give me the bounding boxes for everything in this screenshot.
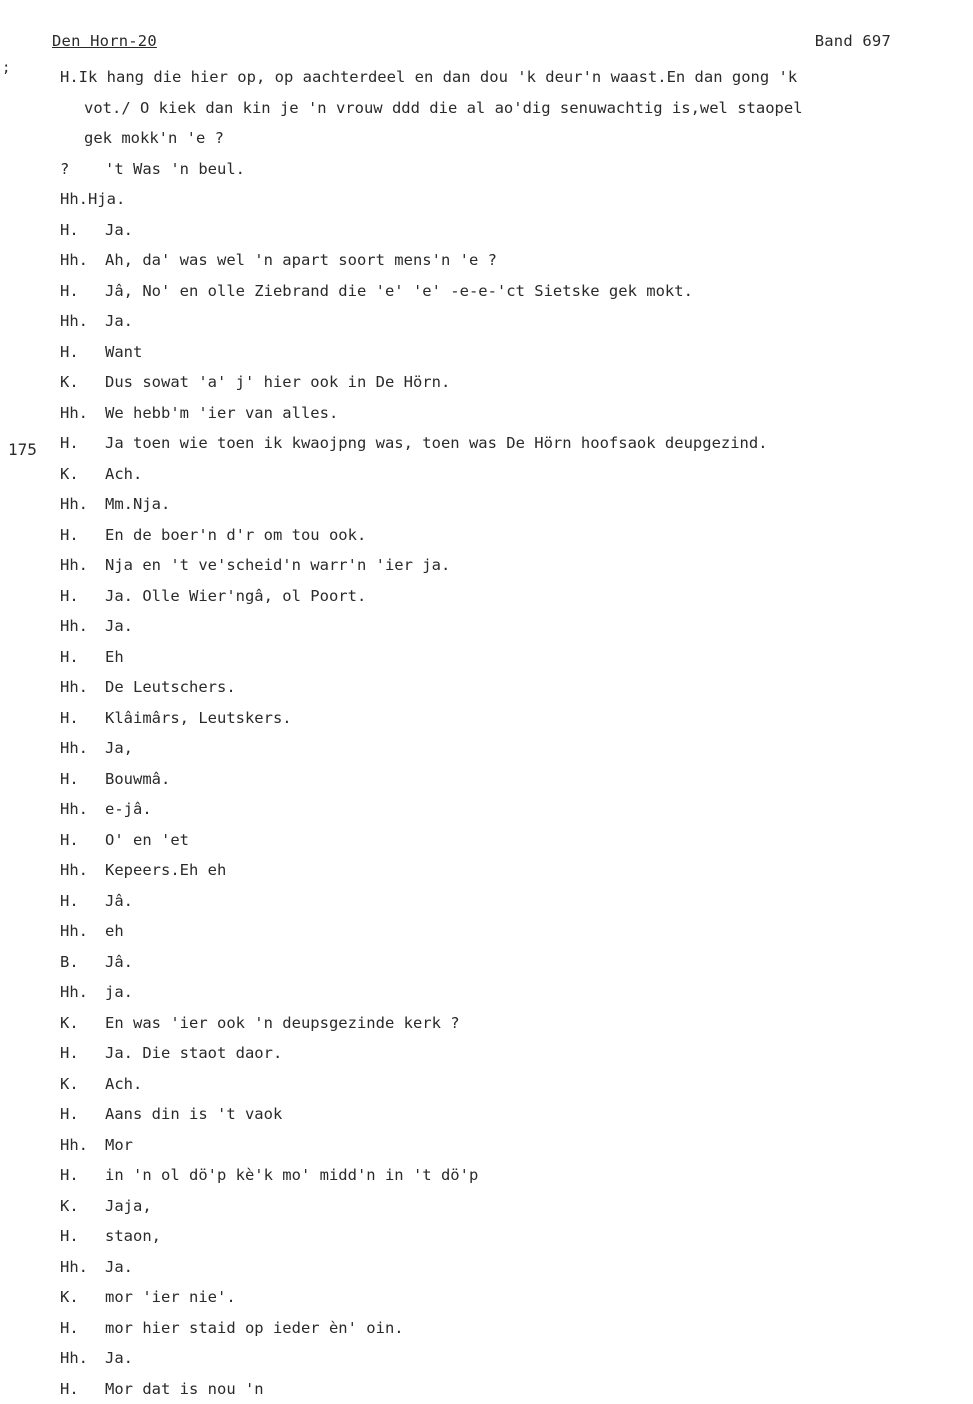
transcript-line bbox=[60, 947, 920, 978]
speaker-label: H. bbox=[60, 1038, 105, 1069]
speaker-label: H. bbox=[60, 1160, 105, 1191]
speaker-label: Hh. bbox=[60, 672, 105, 703]
transcript-line bbox=[60, 672, 920, 703]
utterance-text: O' en 'et bbox=[105, 831, 189, 849]
speaker-label: Hh. bbox=[60, 611, 105, 642]
speaker-label: H. bbox=[60, 1313, 105, 1344]
speaker-label: K. bbox=[60, 1191, 105, 1222]
transcript-line bbox=[60, 611, 920, 642]
utterance-text: Ja. bbox=[105, 1349, 133, 1367]
utterance-text: Ach. bbox=[105, 1075, 142, 1093]
transcript-line bbox=[60, 764, 920, 795]
transcript-line bbox=[60, 245, 920, 276]
utterance-text: H.Ik hang die hier op, op aachterdeel en dan dou 'k deur'n waast.En dan gong 'k bbox=[60, 68, 797, 86]
transcript-line bbox=[60, 1313, 920, 1344]
utterance-text: vot./ O kiek dan kin je 'n vrouw ddd die al ao'dig senuwachtig is,wel staopel bbox=[84, 99, 803, 117]
speaker-label: K. bbox=[60, 1008, 105, 1039]
transcript-line bbox=[60, 428, 920, 459]
utterance-text: mor hier staid op ieder èn' oin. bbox=[105, 1319, 404, 1337]
utterance-text: ja. bbox=[105, 983, 133, 1001]
transcript-line bbox=[60, 93, 920, 124]
speaker-label: H. bbox=[60, 1374, 105, 1404]
utterance-text: Jâ. bbox=[105, 892, 133, 910]
speaker-label: Hh. bbox=[60, 855, 105, 886]
utterance-text: gek mokk'n 'e ? bbox=[84, 129, 224, 147]
speaker-label: H. bbox=[60, 428, 105, 459]
transcript-line bbox=[60, 642, 920, 673]
utterance-text: 't Was 'n beul. bbox=[105, 160, 245, 178]
speaker-label: H. bbox=[60, 215, 105, 246]
transcript-line bbox=[60, 733, 920, 764]
utterance-text: Ja, bbox=[105, 739, 133, 757]
utterance-text: Jâ. bbox=[105, 953, 133, 971]
utterance-text: Ja. bbox=[105, 221, 133, 239]
transcript-line bbox=[60, 459, 920, 490]
utterance-text: Kepeers.Eh eh bbox=[105, 861, 226, 879]
utterance-text: Want bbox=[105, 343, 142, 361]
speaker-label: H. bbox=[60, 276, 105, 307]
speaker-label: B. bbox=[60, 947, 105, 978]
speaker-label: Hh. bbox=[60, 398, 105, 429]
utterance-text: staon, bbox=[105, 1227, 161, 1245]
speaker-label: Hh. bbox=[60, 245, 105, 276]
utterance-text: Ach. bbox=[105, 465, 142, 483]
utterance-text: Jaja, bbox=[105, 1197, 152, 1215]
utterance-text: En was 'ier ook 'n deupsgezinde kerk ? bbox=[105, 1014, 460, 1032]
utterance-text: Ja. Olle Wier'ngâ, ol Poort. bbox=[105, 587, 366, 605]
transcript-line bbox=[60, 1160, 920, 1191]
transcript-line bbox=[60, 1069, 920, 1100]
speaker-label: Hh. bbox=[60, 1343, 105, 1374]
utterance-text: Mm.Nja. bbox=[105, 495, 170, 513]
transcript-line bbox=[60, 123, 920, 154]
speaker-label: H. bbox=[60, 520, 105, 551]
margin-mark: ; bbox=[2, 60, 10, 76]
speaker-label: H. bbox=[60, 337, 105, 368]
transcript-line bbox=[60, 1252, 920, 1283]
speaker-label: H. bbox=[60, 642, 105, 673]
speaker-label: Hh. bbox=[60, 1130, 105, 1161]
utterance-text: En de boer'n d'r om tou ook. bbox=[105, 526, 366, 544]
document-title: Den Horn-20 bbox=[52, 32, 157, 50]
utterance-text: Ja. Die staot daor. bbox=[105, 1044, 282, 1062]
speaker-label: Hh. bbox=[60, 306, 105, 337]
transcript-line bbox=[60, 1282, 920, 1313]
transcript-line bbox=[60, 215, 920, 246]
utterance-text: eh bbox=[105, 922, 124, 940]
utterance-text: Hja. bbox=[88, 190, 125, 208]
speaker-label: Hh. bbox=[60, 733, 105, 764]
utterance-text: Mor bbox=[105, 1136, 133, 1154]
transcript-line bbox=[60, 276, 920, 307]
transcript-line bbox=[60, 1130, 920, 1161]
speaker-label: K. bbox=[60, 367, 105, 398]
utterance-text: De Leutschers. bbox=[105, 678, 236, 696]
speaker-label: ? bbox=[60, 154, 105, 185]
speaker-label: Hh. bbox=[60, 794, 105, 825]
utterance-text: Ja. bbox=[105, 617, 133, 635]
utterance-text: Eh bbox=[105, 648, 124, 666]
transcript-line bbox=[60, 977, 920, 1008]
speaker-label: K. bbox=[60, 1069, 105, 1100]
transcript-line bbox=[60, 855, 920, 886]
transcript-line bbox=[60, 703, 920, 734]
utterance-text: Nja en 't ve'scheid'n warr'n 'ier ja. bbox=[105, 556, 450, 574]
speaker-label: H. bbox=[60, 886, 105, 917]
tape-number: Band 697 bbox=[815, 32, 891, 50]
speaker-label: H. bbox=[60, 825, 105, 856]
transcript-line bbox=[60, 154, 920, 185]
speaker-label: Hh. bbox=[60, 489, 105, 520]
transcript-line bbox=[60, 1343, 920, 1374]
transcript-line bbox=[60, 367, 920, 398]
transcript-line bbox=[60, 184, 920, 215]
transcript-line bbox=[60, 337, 920, 368]
transcript-line bbox=[60, 825, 920, 856]
transcript-line bbox=[60, 1099, 920, 1130]
utterance-text: Ja. bbox=[105, 1258, 133, 1276]
speaker-label: H. bbox=[60, 581, 105, 612]
speaker-label: Hh. bbox=[60, 184, 88, 215]
utterance-text: mor 'ier nie'. bbox=[105, 1288, 236, 1306]
utterance-text: in 'n ol dö'p kè'k mo' midd'n in 't dö'p bbox=[105, 1166, 478, 1184]
transcript-line bbox=[60, 1038, 920, 1069]
utterance-text: Aans din is 't vaok bbox=[105, 1105, 282, 1123]
speaker-label: H. bbox=[60, 1221, 105, 1252]
speaker-label: Hh. bbox=[60, 550, 105, 581]
utterance-text: Jâ, No' en olle Ziebrand die 'e' 'e' -e-e-'ct Sietske gek mokt. bbox=[105, 282, 693, 300]
transcript-line bbox=[60, 520, 920, 551]
utterance-text: Ja. bbox=[105, 312, 133, 330]
utterance-text: Dus sowat 'a' j' hier ook in De Hörn. bbox=[105, 373, 450, 391]
speaker-label: H. bbox=[60, 1099, 105, 1130]
utterance-text: Klâimârs, Leutskers. bbox=[105, 709, 292, 727]
transcript-line bbox=[60, 398, 920, 429]
speaker-label: H. bbox=[60, 703, 105, 734]
speaker-label: H. bbox=[60, 764, 105, 795]
utterance-text: Mor dat is nou 'n bbox=[105, 1380, 264, 1398]
transcript-line bbox=[60, 306, 920, 337]
transcript-line bbox=[60, 489, 920, 520]
utterance-text: Ah, da' was wel 'n apart soort mens'n 'e ? bbox=[105, 251, 497, 269]
transcript-line bbox=[60, 581, 920, 612]
speaker-label: Hh. bbox=[60, 1252, 105, 1283]
speaker-label: K. bbox=[60, 459, 105, 490]
transcript-lines bbox=[60, 62, 920, 1404]
transcript-line bbox=[60, 1374, 920, 1404]
speaker-label: Hh. bbox=[60, 916, 105, 947]
transcript-line bbox=[60, 1191, 920, 1222]
transcript-line bbox=[60, 1008, 920, 1039]
speaker-label: Hh. bbox=[60, 977, 105, 1008]
transcript-line bbox=[60, 916, 920, 947]
transcript-line bbox=[60, 550, 920, 581]
speaker-label: K. bbox=[60, 1282, 105, 1313]
utterance-text: Ja toen wie toen ik kwaojpng was, toen was De Hörn hoofsaok deupgezind. bbox=[105, 434, 768, 452]
utterance-text: e-jâ. bbox=[105, 800, 152, 818]
margin-line-number: 175 bbox=[8, 440, 37, 459]
utterance-text: Bouwmâ. bbox=[105, 770, 170, 788]
transcript-line bbox=[60, 62, 920, 93]
transcript-line bbox=[60, 1221, 920, 1252]
utterance-text: We hebb'm 'ier van alles. bbox=[105, 404, 338, 422]
transcript-line bbox=[60, 794, 920, 825]
transcript-line bbox=[60, 886, 920, 917]
